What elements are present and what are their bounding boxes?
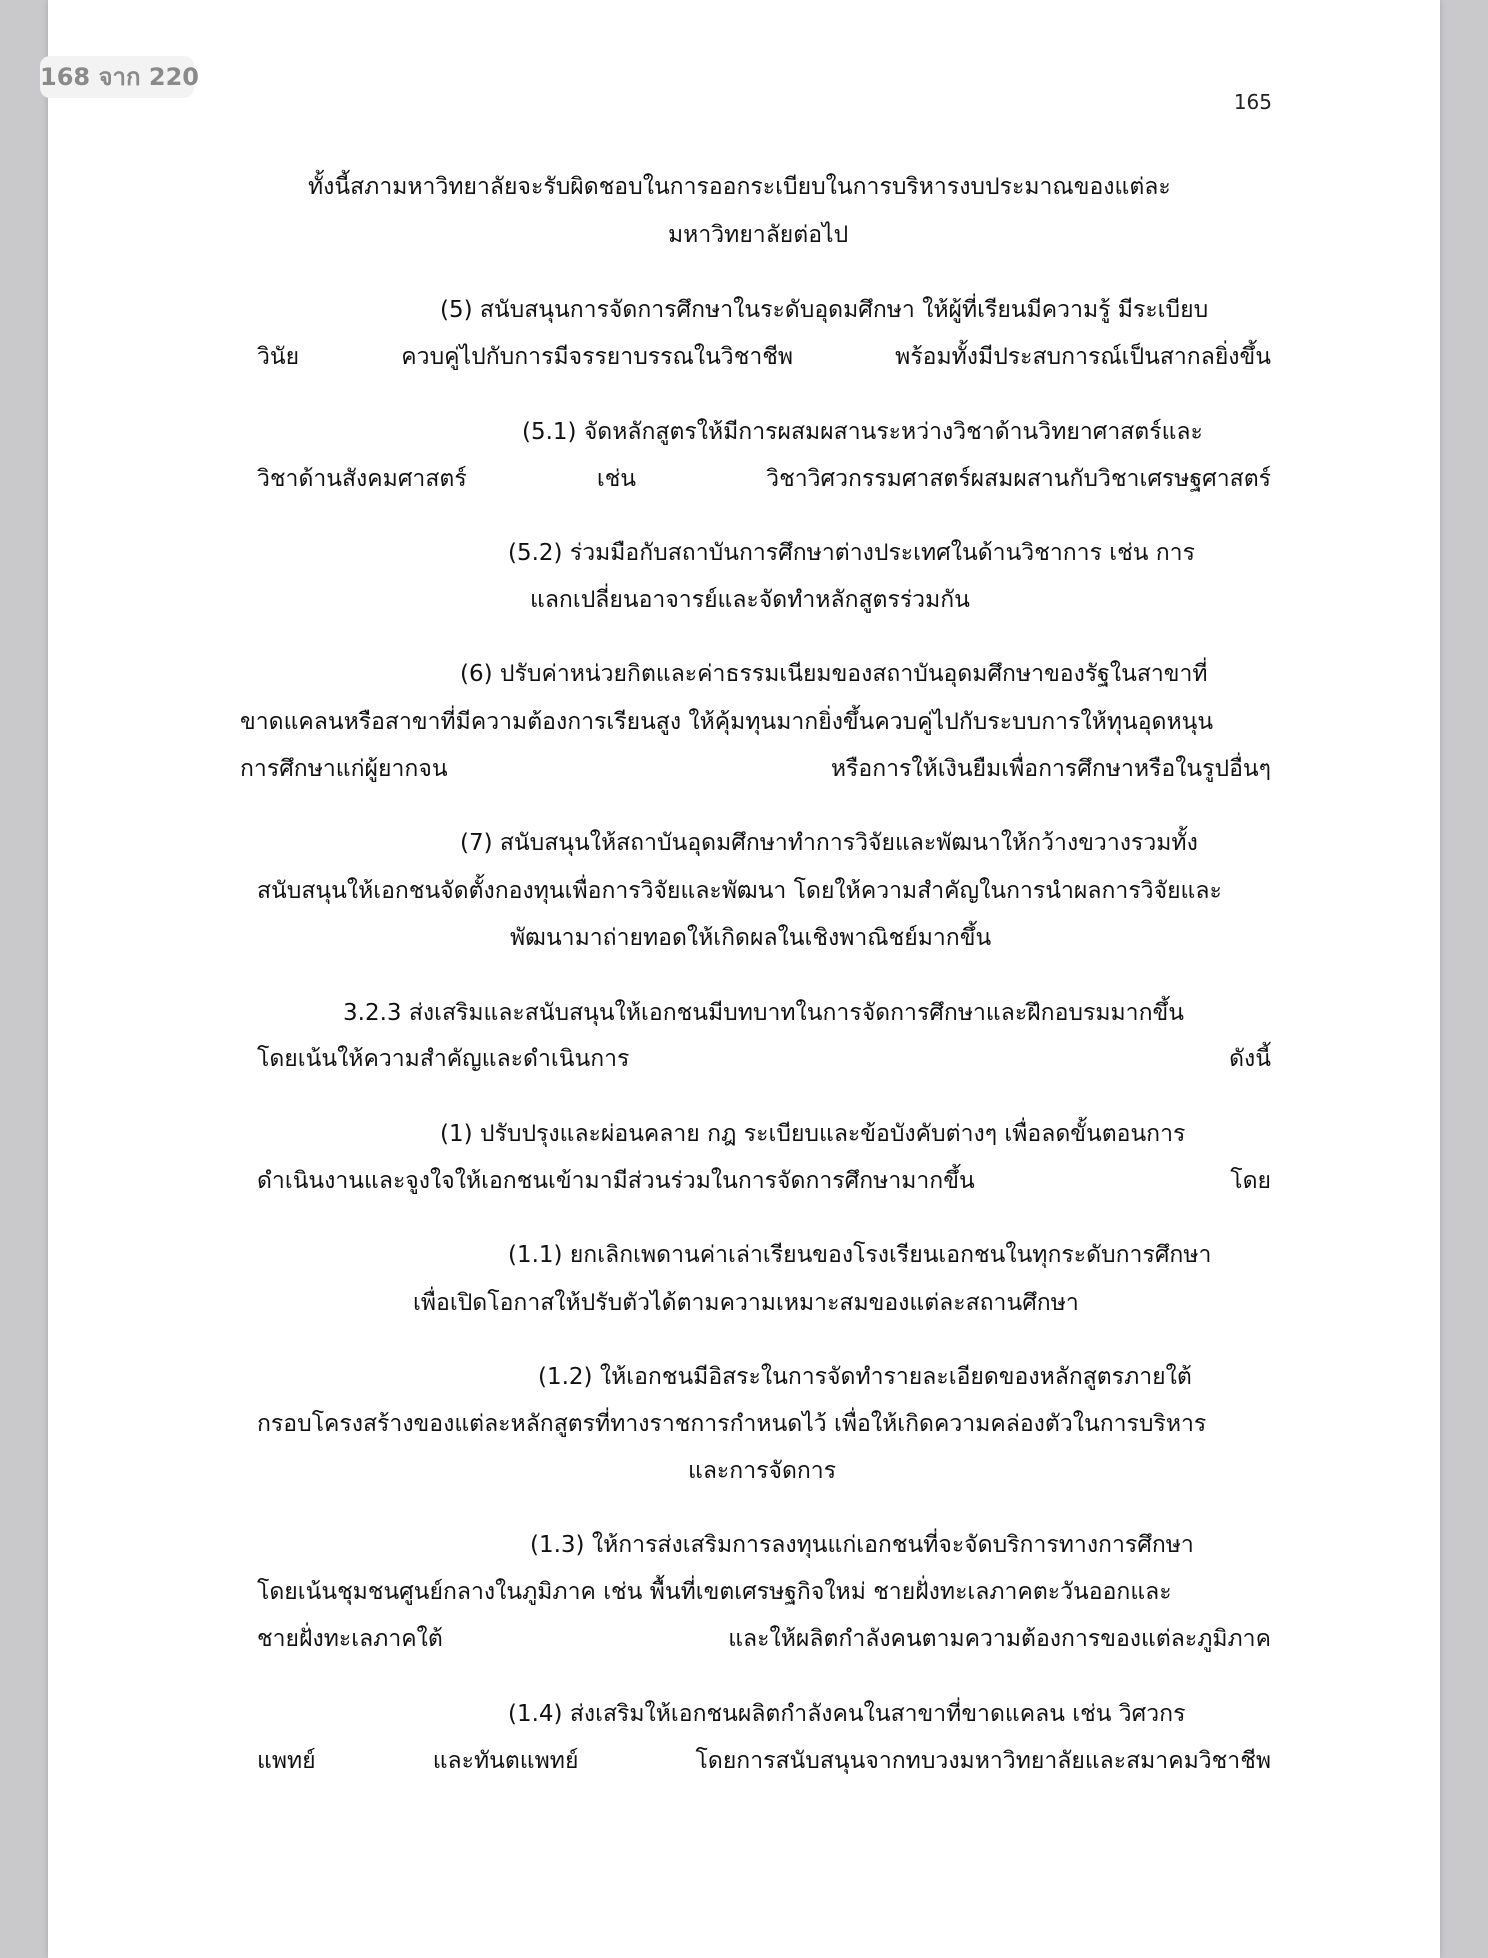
text-line: (1.4) ส่งเสริมให้เอกชนผลิตกำลังคนในสาขาที่ขาดแคลน เช่น วิศวกร [508,1701,1186,1727]
text-line: (5.1) จัดหลักสูตรให้มีการผสมผสานระหว่างวิชาด้านวิทยาศาสตร์และ [522,419,1203,445]
text-line: โดยเน้นชุมชนศูนย์กลางในภูมิภาค เช่น พื้นที่เขตเศรษฐกิจใหม่ ชายฝั่งทะเลภาคตะวันออกและ [257,1579,1172,1605]
text-segment: วินัย [257,344,300,370]
text-segment: โดย [1230,1168,1271,1194]
text-line: กรอบโครงสร้างของแต่ละหลักสูตรที่ทางราชการกำหนดไว้ เพื่อให้เกิดความคล่องตัวในการบริหาร [257,1411,1207,1437]
text-segment: การศึกษาแก่ผู้ยากจน [240,756,448,782]
text-line [257,1164,1271,1198]
text-line: (6) ปรับค่าหน่วยกิตและค่าธรรมเนียมของสถาบันอุดมศึกษาของรัฐในสาขาที่ [460,661,1208,687]
page-number: 165 [1233,90,1272,114]
text-line: ทั้งนี้สภามหาวิทยาลัยจะรับผิดชอบในการออกระเบียบในการบริหารงบประมาณของแต่ละ [308,174,1171,200]
text-segment: โดยการสนับสนุนจากทบวงมหาวิทยาลัยและสมาคมวิชาชีพ [695,1748,1271,1774]
text-line: (1.1) ยกเลิกเพดานค่าเล่าเรียนของโรงเรียนเอกชนในทุกระดับการศึกษา [508,1242,1212,1268]
text-line: พัฒนามาถ่ายทอดให้เกิดผลในเชิงพาณิชย์มากขึ้น [510,925,992,951]
text-line: และการจัดการ [688,1458,837,1484]
text-line: (7) สนับสนุนให้สถาบันอุดมศึกษาทำการวิจัยและพัฒนาให้กว้างขวางรวมทั้ง [460,830,1198,856]
text-segment: เช่น [596,466,637,492]
text-line: (1) ปรับปรุงและผ่อนคลาย กฎ ระเบียบและข้อบังคับต่างๆ เพื่อลดขั้นตอนการ [440,1121,1186,1147]
text-segment: วิชาด้านสังคมศาสตร์ [257,466,467,492]
text-segment: พร้อมทั้งมีประสบการณ์เป็นสากลยิ่งขึ้น [895,344,1271,370]
text-line [257,1622,1271,1656]
text-line: (5) สนับสนุนการจัดการศึกษาในระดับอุดมศึกษา ให้ผู้ที่เรียนมีความรู้ มีระเบียบ [440,297,1209,323]
text-line: ขาดแคลนหรือสาขาที่มีความต้องการเรียนสูง ให้คุ้มทุนมากยิ่งขึ้นควบคู่ไปกับระบบการให้ทุนอุดหนุน [240,709,1214,735]
text-segment: หรือการให้เงินยืมเพื่อการศึกษาหรือในรูปอื่นๆ [830,756,1271,782]
page-indicator: 168 จาก 220 [40,56,194,98]
text-segment: โดยเน้นให้ความสำคัญและดำเนินการ [257,1046,630,1072]
text-segment: และทันตแพทย์ [432,1748,579,1774]
text-line: สนับสนุนให้เอกชนจัดตั้งกองทุนเพื่อการวิจัยและพัฒนา โดยให้ความสำคัญในการนำผลการวิจัยและ [257,878,1222,904]
text-line: (1.3) ให้การส่งเสริมการลงทุนแก่เอกชนที่จะจัดบริการทางการศึกษา [530,1532,1194,1558]
text-segment: ดังนี้ [1229,1046,1271,1072]
text-segment: แพทย์ [257,1748,316,1774]
text-line: แลกเปลี่ยนอาจารย์และจัดทำหลักสูตรร่วมกัน [530,587,970,613]
text-line [257,462,1271,496]
text-segment: ควบคู่ไปกับการมีจรรยาบรรณในวิชาชีพ [401,344,793,370]
text-line: (1.2) ให้เอกชนมีอิสระในการจัดทำรายละเอียดของหลักสูตรภายใต้ [538,1364,1192,1390]
text-line [257,1042,1271,1076]
text-segment: ชายฝั่งทะเลภาคใต้ [257,1626,443,1652]
text-line: เพื่อเปิดโอกาสให้ปรับตัวได้ตามความเหมาะสมของแต่ละสถานศึกษา [413,1290,1079,1316]
text-line [257,340,1271,374]
text-line: 3.2.3 ส่งเสริมและสนับสนุนให้เอกชนมีบทบาทในการจัดการศึกษาและฝึกอบรมมากขึ้น [343,1000,1184,1026]
text-line [257,1744,1271,1778]
text-line: (5.2) ร่วมมือกับสถาบันการศึกษาต่างประเทศในด้านวิชาการ เช่น การ [508,540,1195,566]
text-line: มหาวิทยาลัยต่อไป [668,222,849,248]
text-segment: วิชาวิศวกรรมศาสตร์ผสมผสานกับวิชาเศรษฐศาสตร์ [766,466,1271,492]
text-line [240,752,1271,786]
text-segment: ดำเนินงานและจูงใจให้เอกชนเข้ามามีส่วนร่วมในการจัดการศึกษามากขึ้น [257,1168,975,1194]
text-segment: และให้ผลิตกำลังคนตามความต้องการของแต่ละภูมิภาค [728,1626,1271,1652]
